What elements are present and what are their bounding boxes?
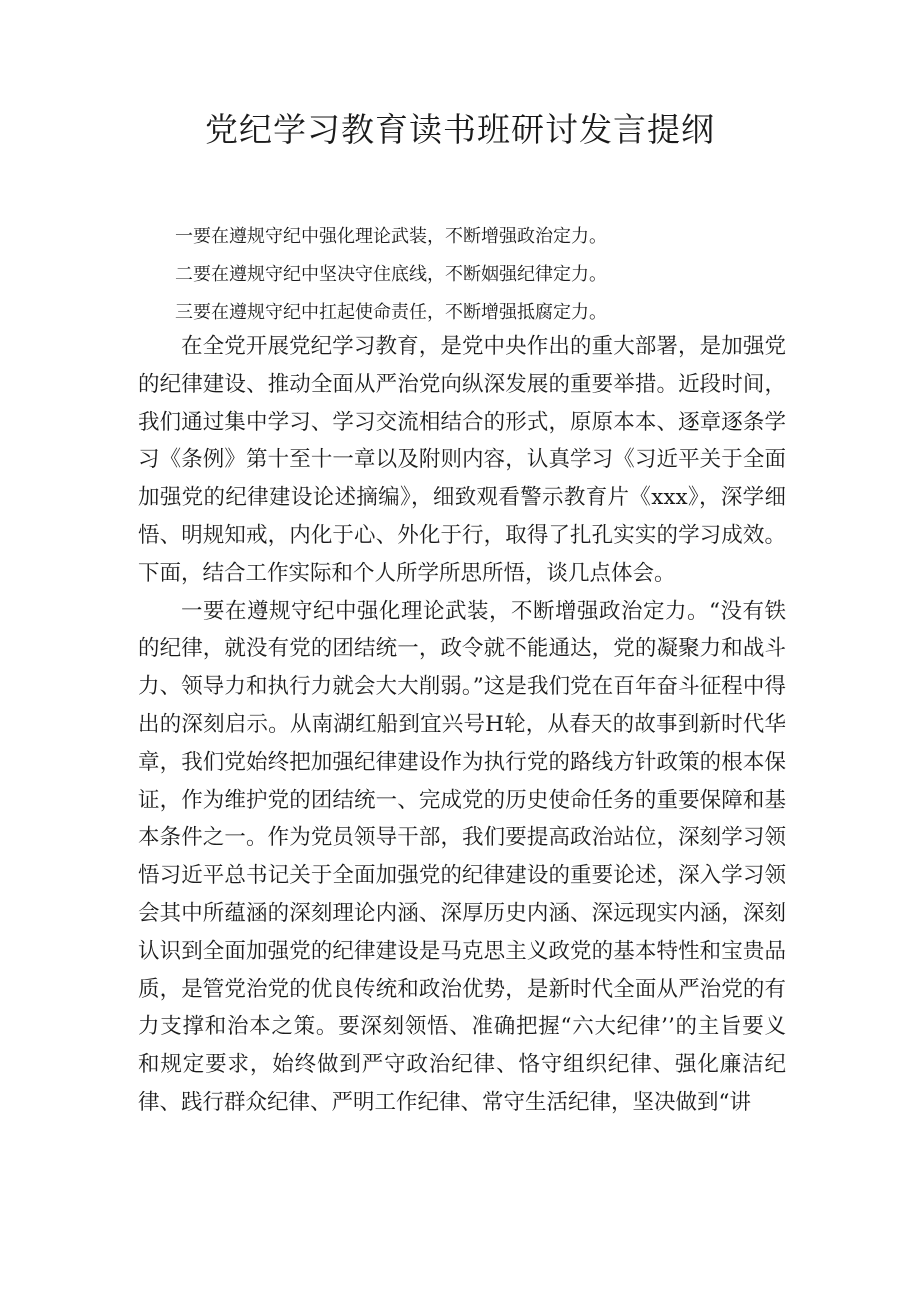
outline-item: 三要在遵规守纪中扛起使命责任，不断增强抵腐定力。 [175,302,607,323]
document-title: 党纪学习教育读书班研讨发言提纲 [205,110,715,149]
document-body [138,328,786,1122]
outline-list [175,218,607,332]
section-one-paragraph: 一要在遵规守纪中强化理论武装，不断增强政治定力。“没有铁的纪律，就没有党的团结统一，政令就不能通达，党的凝聚力和战斗力、领导力和执行力就会大大削弱。”这是我们党在百年奋斗征程中得出的深刻启示。从南湖红船到宜兴号H轮，从春天的故事到新时代华章，我们党始终把加强纪律建设作为执行党的路线方针政策的根本保证，作为维护党的团结统一、完成党的历史使命任务的重要保障和基本条件之一。作为党员领导干部，我们要提高政治站位，深刻学习领悟习近平总书记关于全面加强党的纪律建设的重要论述，深入学习领会其中所蕴涵的深刻理论内涵、深厚历史内涵、深远现实内涵，深刻认识到全面加强党的纪律建设是马克思主义政党的基本特性和宝贵品质，是管党治党的优良传统和政治优势，是新时代全面从严治党的有力支撑和治本之策。要深刻领悟、准确把握“六大纪律’’的主旨要义和规定要求，始终做到严守政治纪律、恪守组织纪律、强化廉洁纪律、践行群众纪律、严明工作纪律、常守生活纪律，坚决做到“讲 [138,598,786,1115]
outline-item: 一要在遵规守纪中强化理论武装，不断增强政治定力。 [175,226,607,247]
outline-item: 二要在遵规守纪中坚决守住底线，不断姻强纪律定力。 [175,264,607,285]
intro-paragraph: 在全党开展党纪学习教育，是党中央作出的重大部署，是加强党的纪律建设、推动全面从严治党向纵深发展的重要举措。近段时间，我们通过集中学习、学习交流相结合的形式，原原本本、逐章逐条学习《条例》第十至十一章以及附则内容，认真学习《习近平关于全面加强党的纪律建设论述摘编》，细致观看警示教育片《xxx》，深学细悟、明规知戒，内化于心、外化于行，取得了扎孔实实的学习成效。下面，结合工作实际和个人所学所思所悟，谈几点体会。 [138,334,786,586]
